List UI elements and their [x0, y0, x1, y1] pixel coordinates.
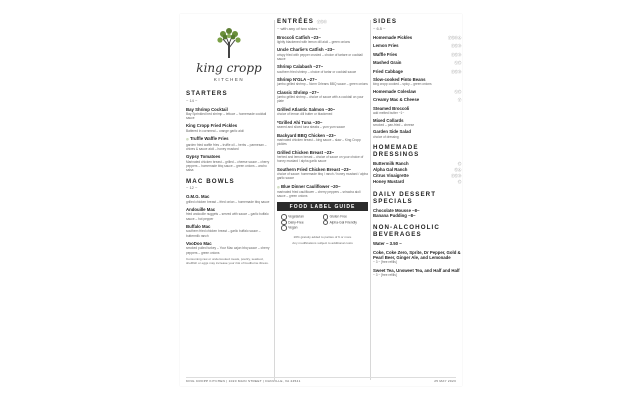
- menu-item: [277, 47, 368, 60]
- menu-item: [373, 69, 461, 75]
- menu-item: [373, 35, 461, 41]
- menu-item: [186, 241, 272, 254]
- item-name: Waffle Fries: [373, 51, 398, 57]
- item-name: Mixed Collards: [373, 117, 404, 123]
- item-desc: smoked pulled turkey – Your Mac cajun bbq sauce – cherry peppers – green onions: [186, 246, 270, 255]
- item-desc: Bay Sprinkled bed shrimp – lettuce – homemade cocktail sauce: [186, 111, 267, 120]
- item-name: King Cropp Fried Pickles: [186, 123, 238, 129]
- menu-item: [186, 224, 272, 237]
- modification-note: Any modifications subject to additional costs: [292, 240, 353, 245]
- item-name: Southern Fried Chicken Breast ~23~: [277, 166, 352, 172]
- item-desc: crispy fried with pepper crusted – choice of tartare or cocktail sauce: [277, 52, 363, 61]
- item-name: Lemon Fries: [373, 43, 399, 48]
- menu-item: [373, 241, 461, 246]
- menu-item: [373, 77, 461, 86]
- item-desc: grilled chicken breast – fried onion – homemade bbq sauce: [186, 199, 270, 204]
- item-name: Honey Mustard: [373, 178, 405, 184]
- item-name: Creamy Mac & Cheese: [373, 97, 420, 103]
- menu-item: [373, 179, 461, 185]
- menu-item: [186, 154, 272, 171]
- menu-item: [277, 150, 368, 163]
- diet-label-icon: ⓋⒼ: [454, 61, 461, 65]
- item-desc: herbed and lemon breast – choice of sauce on your choice of honey mustard / alpha garlic sauce: [277, 155, 364, 164]
- legend-label: Alpha-Gal Friendly: [329, 220, 357, 225]
- menu-item: [373, 43, 461, 49]
- desserts-section: [373, 191, 461, 218]
- section-price: ~ 6.5 ~: [373, 25, 386, 31]
- section-title: STARTERS: [186, 90, 228, 97]
- diet-label-icon: ⓋⒼⒹ: [451, 173, 461, 178]
- item-desc: jumbo grilled shrimp – Norm Orleans BBQ sauce – green onions: [277, 82, 368, 87]
- item-name: Chocolate Mousse ~8~: [373, 207, 420, 213]
- menu-item: [373, 89, 461, 95]
- menu-column-left: [186, 14, 272, 386]
- sides-section: [373, 18, 461, 139]
- brand-logo: [186, 26, 272, 82]
- entrees-section: [277, 18, 368, 198]
- menu-item: [373, 106, 461, 115]
- diet-label-icon: ⓋⒼ: [454, 89, 461, 94]
- section-title: MAC BOWLS: [186, 177, 235, 185]
- item-name: Shrimp N'GLA ~27~: [277, 77, 318, 83]
- brand-name: king cropp: [196, 61, 262, 75]
- mac-bowls-section: [186, 178, 272, 266]
- item-desc: choice of sauce: homemade bbq / ranch / honey mustard / alpha garlic sauce: [277, 172, 368, 181]
- diet-label-icon: ⓋⒼⒹ: [451, 44, 461, 48]
- legend-item: [323, 220, 365, 226]
- item-name: Fried Cabbage: [373, 68, 403, 74]
- menu-item: [277, 167, 368, 180]
- menu-item: [277, 133, 368, 146]
- item-desc: southern fried chicken breast – garlic buffalo sauce – buttermilk ranch: [186, 229, 261, 238]
- item-desc: garden fried waffle fries – truffle oil – herbs – parmesan – chives & sauce aioli – honey mustard: [186, 142, 267, 151]
- menu-item: [277, 107, 368, 116]
- legend-label: Vegetarian: [288, 214, 304, 219]
- section-title: [277, 18, 368, 25]
- item-name-text: Blue Dinner Cauliflower ~20~: [281, 183, 341, 189]
- diet-label-icon: ⒼⒶ: [454, 167, 461, 172]
- item-desc: add melted butter ~1~: [373, 111, 405, 115]
- section-title: SIDES: [373, 18, 398, 25]
- menu-item: [373, 250, 461, 265]
- item-name: Shrimp Calabash ~27~: [277, 64, 324, 70]
- section-title: NON-ALCOHOLIC BEVERAGES: [373, 224, 440, 239]
- item-name: Citrus Vinaigrette: [373, 172, 409, 178]
- section-title: DAILY DESSERT SPECIALS: [373, 190, 437, 205]
- item-name: O.M.G. Mac: [186, 194, 210, 200]
- item-desc: choice of dressing: [373, 134, 399, 139]
- item-desc: ~ 3 ~ [free refills]: [373, 260, 397, 265]
- item-name: Grilled Chicken Breast ~23~: [277, 149, 335, 155]
- item-name: Mashed Grain: [373, 60, 402, 65]
- item-name: Slow-cooked Pinto Beans: [373, 77, 426, 82]
- diet-label-icon: ⓋⒼⒹ: [451, 52, 461, 57]
- item-desc: smoked – pan-fried – cheese: [373, 122, 415, 127]
- item-name: Sweet Tea, Unsweet Tea, and Half and Half: [373, 267, 460, 273]
- item-name: Andouille Mac: [186, 207, 216, 213]
- menu-item: [277, 120, 368, 129]
- vegan-icon: [281, 225, 287, 231]
- section-price: ~ 12 ~: [186, 185, 198, 191]
- legend-item: [281, 225, 323, 231]
- item-name: Classic Shrimp ~27~: [277, 90, 320, 96]
- item-name: Alpha Gal Ranch: [373, 166, 408, 172]
- item-name: Buttermilk Ranch: [373, 160, 409, 166]
- item-name: Coke, Coke Zero, Sprite, Dr Pepper, Gold & Pearl Beer, Ginger Ale, and Lemonade: [373, 249, 461, 261]
- item-desc: choice of lemon dill butter or blackened: [277, 112, 333, 117]
- gratuity-note: 20% gratuity added to parties of 6 or more: [293, 235, 352, 240]
- menu-item: [373, 118, 461, 127]
- legend-label: Dairy-Free: [288, 220, 304, 225]
- diet-label-icon: ⓋⒼⒹ: [316, 20, 327, 24]
- diet-label-icon: Ⓖ: [457, 179, 461, 184]
- dressings-section: [373, 144, 461, 185]
- menu-item: [186, 207, 272, 220]
- menu-item: [277, 35, 368, 44]
- menu-page: [180, 14, 462, 386]
- item-name: Broccoli Catfish ~23~: [277, 34, 321, 40]
- item-name: Bay Shrimp Cocktail: [186, 106, 228, 112]
- section-price: ~ with any of two sides ~: [277, 25, 321, 31]
- food-label-legend: [277, 214, 368, 231]
- leaf-icon: ◎: [186, 137, 189, 142]
- menu-item: [186, 136, 272, 150]
- item-name: Garden Side Salad: [373, 129, 411, 135]
- menu-item: [186, 107, 272, 120]
- item-name: Grilled Atlantic Salmon ~30~: [277, 107, 336, 113]
- menu-item: [186, 194, 272, 203]
- leaf-icon: ◎: [277, 184, 280, 189]
- legend-label: Vegan: [288, 226, 298, 231]
- item-name: Gypsy Tomatoes: [186, 154, 221, 160]
- menu-item: [186, 123, 272, 132]
- menu-column-right: [373, 14, 461, 386]
- menu-footer: [186, 377, 456, 384]
- beverages-section: [373, 224, 461, 277]
- item-name: Uncle Charlie's Catfish ~23~: [277, 47, 335, 53]
- item-name: VooDoo Mac: [186, 241, 212, 247]
- item-name: Backyard BBQ Chicken ~23~: [277, 132, 336, 138]
- menu-column-middle: [277, 14, 368, 386]
- section-price: ~ 14 ~: [186, 97, 198, 103]
- footer-date: 25 MAY 2023: [434, 379, 456, 383]
- tree-logo-icon: [214, 26, 244, 60]
- item-desc: marinated chicken breast – king sauce – slaw – King Cropp pickles: [277, 138, 361, 147]
- item-name: *Grilled Ahi Tuna ~30~: [277, 120, 323, 126]
- column-divider: [370, 20, 371, 380]
- section-title-text: ENTRÉES: [277, 18, 314, 25]
- menu-item: [373, 97, 461, 103]
- item-name: Water ~ 3.50 ~: [373, 241, 402, 247]
- item-desc: Marinated chicken breast – grilled – cheese sauce – cherry peppers – homemade bbq sauce – green onions – ancho salsa: [186, 159, 270, 172]
- item-name: Homemade Coleslaw: [373, 88, 416, 94]
- diet-label-icon: ⓋⒼⒹⒶ: [447, 35, 461, 40]
- menu-item: [277, 184, 368, 198]
- menu-item: [373, 52, 461, 58]
- menu-item: [373, 129, 461, 138]
- item-name-text: Truffle Waffle Fries: [190, 136, 229, 142]
- item-desc: fried andouille nuggets – served with sauce – garlic buffalo sauce – hot pepper: [186, 212, 269, 221]
- item-name: Homemade Pickles: [373, 34, 413, 40]
- starters-section: [186, 90, 272, 172]
- item-name: Steamed Broccoli: [373, 105, 410, 111]
- item-desc: seared and sliced tuna steaks – yum yum sauce: [277, 125, 346, 130]
- item-desc: southern fried shrimp – choice of tartar or cocktail sauce: [277, 69, 357, 74]
- section-title: HOMEMADE DRESSINGS: [373, 143, 420, 158]
- diet-label-icon: Ⓥ: [457, 98, 461, 103]
- item-desc: ~ 3 ~ [free refills]: [373, 273, 397, 278]
- legend-label: Gluten Free: [329, 214, 348, 219]
- food-label-guide-title: FOOD LABEL GUIDE: [277, 202, 368, 211]
- alpha-gal-icon: [323, 220, 329, 226]
- raw-food-notice: Consuming raw or undercooked meats, poultry, seafood, shellfish or eggs may increase your risk of foodborne illness.: [186, 257, 269, 266]
- menu-item: [373, 60, 461, 66]
- menu-item: [277, 90, 368, 103]
- column-divider: [274, 20, 275, 380]
- footer-address: KING CROPP KITCHEN | 1020 MAIN STREET | DANVILLE, VA 24541: [186, 379, 301, 383]
- item-desc: king cropp cooked – spicy – green onions: [373, 82, 432, 87]
- item-desc: marinated fried cauliflower – cherry peppers – sriracha aioli sauce – green onions: [277, 190, 361, 199]
- item-name: Buffalo Mac: [186, 224, 211, 230]
- item-desc: lightly blackened with lemon dill aioli – green onions: [277, 39, 351, 44]
- diet-label-icon: Ⓖ: [457, 161, 461, 166]
- item-name: Banana Pudding ~8~: [373, 212, 416, 218]
- menu-item: [277, 64, 368, 73]
- diet-label-icon: ⓋⒼⒹ: [451, 69, 461, 74]
- brand-subtitle: KITCHEN: [213, 77, 245, 82]
- item-desc: Battered in cornmeal – orange garlic aioli: [186, 128, 244, 133]
- menu-item: [277, 77, 368, 86]
- item-desc: jumbo grilled shrimp – choice of sauce with a cocktail on your plate: [277, 95, 364, 104]
- menu-item: [373, 268, 461, 277]
